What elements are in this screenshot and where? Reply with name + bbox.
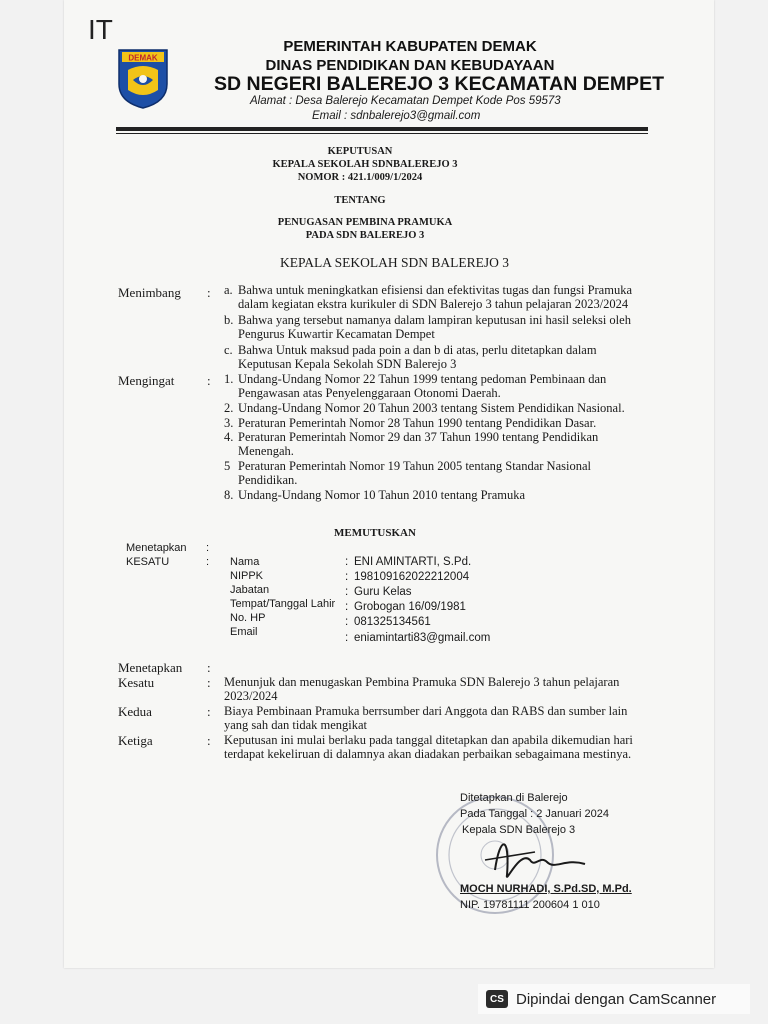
decision-kesatu-label: Kesatu — [118, 675, 155, 690]
decision-ketiga-line-1: Keputusan ini mulai berlaku pada tanggal ditetapkan dan apabila dikemudian hari — [224, 733, 633, 747]
menimbang-b-line-1: Bahwa yang tersebut namanya dalam lampiran keputusan ini hasil seleksi oleh — [238, 313, 631, 327]
field-colon-email: : — [345, 632, 349, 644]
mengingat-3-marker: 3. — [224, 416, 234, 430]
decree-authority: KEPALA SEKOLAH SDN BALEREJO 3 — [280, 255, 510, 270]
field-label-nama: Nama — [230, 556, 260, 568]
mengingat-4-line-1: Peraturan Pemerintah Nomor 29 dan 37 Tahun 1990 tentang Pendidikan — [238, 430, 599, 444]
decree-issuer: KEPALA SEKOLAH SDNBALEREJO 3 — [272, 159, 458, 170]
camscanner-icon: CS — [486, 990, 508, 1008]
decision-ketiga-line-2: terdapat kekeliruan di dalamnya akan diadakan perbaikan sebagaimana mestinya. — [224, 747, 632, 761]
decree-subject-line-1: PENUGASAN PEMBINA PRAMUKA — [277, 217, 453, 228]
menimbang-a-line-1: Bahwa untuk meningkatkan efisiensi dan efektivitas tugas dan fungsi Pramuka — [238, 283, 633, 297]
menimbang-b-marker: b. — [224, 313, 234, 327]
mengingat-1-line-1: Undang-Undang Nomor 22 Tahun 1999 tentang pedoman Pembinaan dan — [238, 372, 607, 386]
logo-text: DEMAK — [128, 53, 158, 63]
mengingat-2-marker: 2. — [224, 401, 234, 415]
memutuskan-heading: MEMUTUSKAN — [334, 527, 416, 539]
decision-kesatu-colon: : — [207, 675, 211, 690]
menimbang-c-line-2: Keputusan Kepala Sekolah SDN Balerejo 3 — [238, 357, 457, 371]
decision-ketiga-colon: : — [207, 733, 211, 748]
decision-kedua-line-2: yang sah dan tidak mengikat — [224, 718, 368, 732]
mengingat-label: Mengingat — [118, 373, 175, 388]
field-label-email: Email — [230, 626, 258, 638]
field-colon-nama: : — [345, 556, 349, 568]
signature — [475, 830, 595, 890]
field-value-jabatan: Guru Kelas — [354, 586, 412, 598]
letterhead-email: Email : sdnbalerejo3@gmail.com — [312, 110, 481, 122]
field-value-hp: 081325134561 — [354, 616, 431, 628]
letterhead-rule-thin — [116, 133, 648, 134]
decision-ketiga-label: Ketiga — [118, 733, 153, 748]
decision-kesatu-line-1: Menunjuk dan menugaskan Pembina Pramuka SDN Balerejo 3 tahun pelajaran — [224, 675, 620, 689]
menimbang-a-line-2: dalam kegiatan ekstra kurikuler di SDN Balerejo 3 tahun pelajaran 2023/2024 — [238, 297, 629, 311]
signature-place: Ditetapkan di Balerejo — [460, 792, 568, 804]
field-label-nippk: NIPPK — [230, 570, 264, 582]
decree-subject-line-2: PADA SDN BALEREJO 3 — [305, 230, 425, 241]
mengingat-1-marker: 1. — [224, 372, 234, 386]
menimbang-label: Menimbang — [118, 285, 181, 300]
demak-logo — [116, 46, 170, 110]
mengingat-8-marker: 8. — [224, 488, 234, 502]
mengingat-4-line-2: Menengah. — [238, 444, 294, 458]
letterhead-address: Alamat : Desa Balerejo Kecamatan Dempet Kode Pos 59573 — [250, 95, 561, 107]
mengingat-2-line-1: Undang-Undang Nomor 20 Tahun 2003 tentang Sistem Pendidikan Nasional. — [238, 401, 625, 415]
letterhead-line-3: SD NEGERI BALEREJO 3 KECAMATAN DEMPET — [214, 73, 664, 95]
assign-kesatu-label: KESATU — [126, 556, 170, 568]
mengingat-5-line-1: Peraturan Pemerintah Nomor 19 Tahun 2005 tentang Standar Nasional — [238, 459, 591, 473]
field-colon-ttl: : — [345, 601, 349, 613]
letterhead-line-2: DINAS PENDIDIKAN DAN KEBUDAYAAN — [265, 57, 555, 74]
assign-menetapkan-colon: : — [206, 542, 210, 554]
field-colon-hp: : — [345, 616, 349, 628]
mengingat-8-line-1: Undang-Undang Nomor 10 Tahun 2010 tentang Pramuka — [238, 488, 526, 502]
camscanner-text: Dipindai dengan CamScanner — [516, 990, 717, 1008]
mengingat-4-marker: 4. — [224, 430, 234, 444]
decree-number: NOMOR : 421.1/009/1/2024 — [297, 172, 423, 183]
mengingat-5-line-2: Pendidikan. — [238, 473, 298, 487]
field-label-ttl: Tempat/Tanggal Lahir — [230, 598, 336, 610]
decisions-menetapkan-colon: : — [207, 660, 211, 675]
letterhead-line-1: PEMERINTAH KABUPATEN DEMAK — [283, 38, 537, 55]
signature-date: Pada Tanggal : 2 Januari 2024 — [460, 808, 610, 820]
mengingat-colon: : — [207, 373, 211, 388]
mengingat-5-marker: 5 — [224, 459, 231, 473]
handwritten-annotation: IT — [88, 14, 113, 45]
menimbang-c-line-1: Bahwa Untuk maksud pada poin a dan b di atas, perlu ditetapkan dalam — [238, 343, 597, 357]
field-colon-jabatan: : — [345, 586, 349, 598]
field-value-nippk: 198109162022212004 — [354, 571, 470, 583]
decree-about-label: TENTANG — [334, 195, 386, 206]
signature-nip: NIP. 19781111 200604 1 010 — [460, 899, 600, 911]
assign-kesatu-colon: : — [206, 556, 210, 568]
decision-kedua-colon: : — [207, 704, 211, 719]
mengingat-1-line-2: Pengawasan atas Penyelenggaraan Otonomi Daerah. — [238, 386, 501, 400]
decision-kesatu-line-2: 2023/2024 — [224, 689, 278, 703]
field-label-jabatan: Jabatan — [230, 584, 270, 596]
menimbang-a-marker: a. — [224, 283, 233, 297]
field-value-email: eniamintarti83@gmail.com — [354, 632, 491, 644]
decree-title: KEPUTUSAN — [327, 146, 393, 157]
field-label-hp: No. HP — [230, 612, 266, 624]
menimbang-b-line-2: Pengurus Kuwartir Kecamatan Dempet — [238, 327, 435, 341]
decision-kedua-line-1: Biaya Pembinaan Pramuka berrsumber dari Anggota dan RABS dan sumber lain — [224, 704, 628, 718]
mengingat-3-line-1: Peraturan Pemerintah Nomor 28 Tahun 1990 tentang Pendidikan Dasar. — [238, 416, 597, 430]
signature-position: Kepala SDN Balerejo 3 — [462, 824, 576, 836]
field-value-nama: ENI AMINTARTI, S.Pd. — [354, 556, 472, 568]
decision-kedua-label: Kedua — [118, 704, 152, 719]
signature-name: MOCH NURHADI, S.Pd.SD, M.Pd. — [460, 883, 632, 895]
field-colon-nippk: : — [345, 571, 349, 583]
field-value-ttl: Grobogan 16/09/1981 — [354, 601, 466, 613]
assign-menetapkan-label: Menetapkan — [126, 542, 187, 554]
camscanner-footer — [478, 984, 750, 1014]
menimbang-c-marker: c. — [224, 343, 233, 357]
menimbang-colon: : — [207, 285, 211, 300]
decisions-menetapkan-label: Menetapkan — [118, 660, 183, 675]
letterhead-rule-thick — [116, 127, 648, 131]
